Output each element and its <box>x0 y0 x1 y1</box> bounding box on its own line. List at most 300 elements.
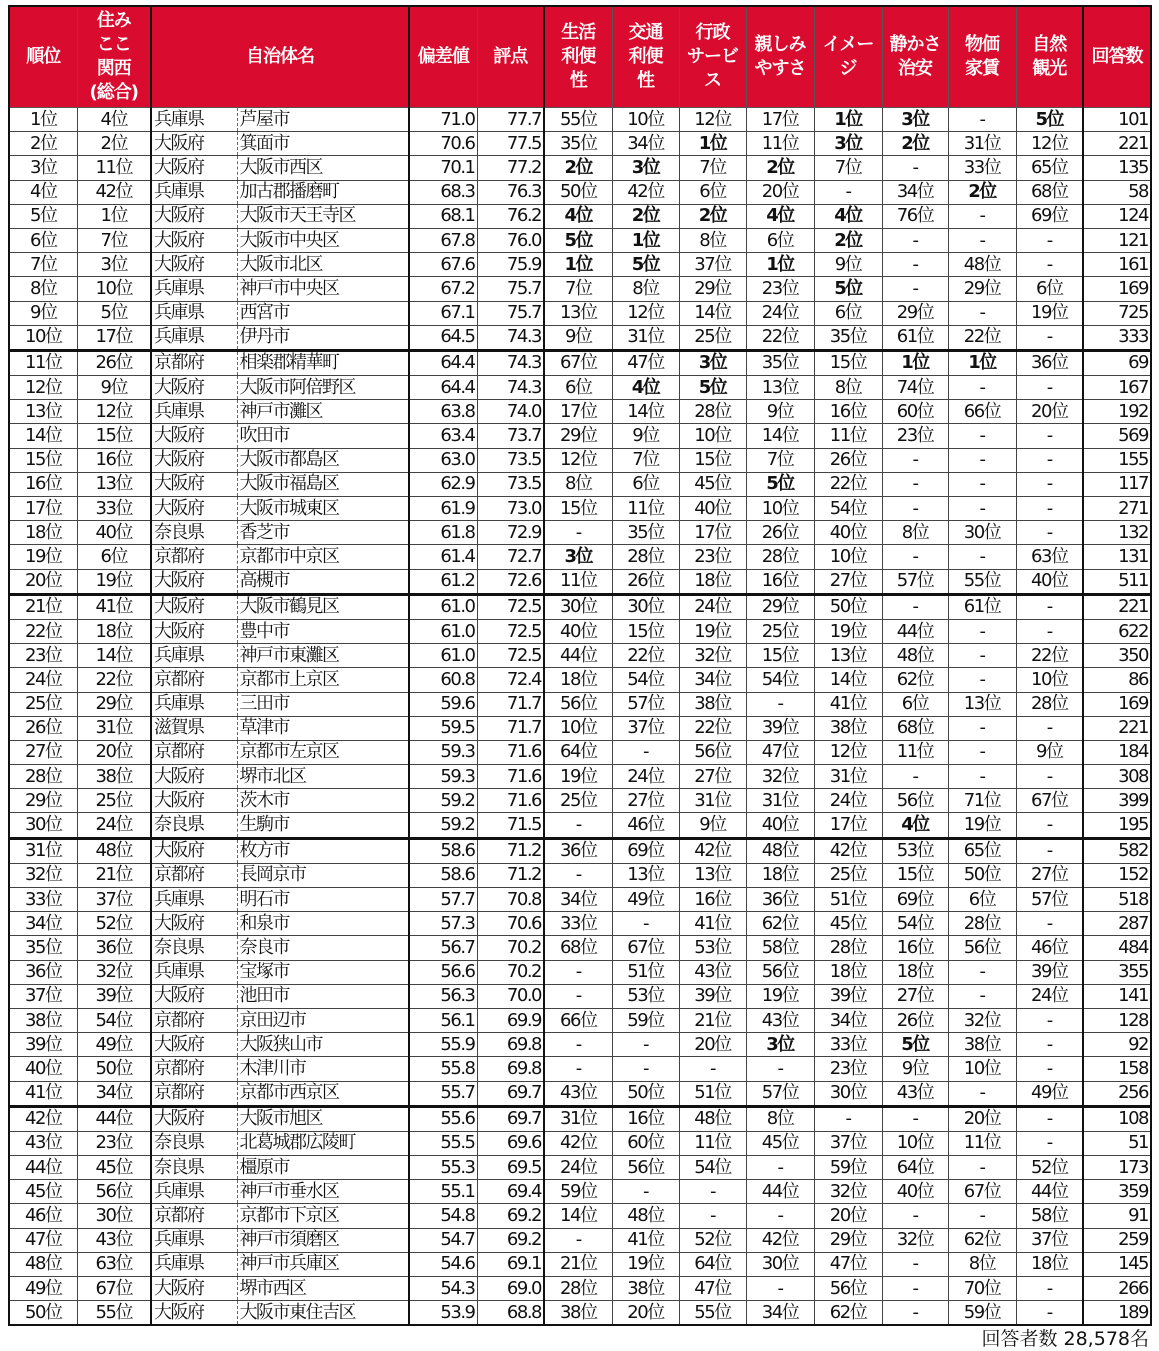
cell-living-convenience: 64位 <box>544 740 612 764</box>
cell-price-rent: - <box>948 228 1016 252</box>
cell-quiet-safety: 44位 <box>882 619 948 643</box>
cell-price-rent: 50位 <box>948 863 1016 887</box>
cell-transport-convenience: 56位 <box>612 1156 679 1180</box>
cell-deviation: 54.8 <box>409 1204 477 1228</box>
cell-price-rent: 6位 <box>948 888 1016 912</box>
cell-quiet-safety: 3位 <box>882 108 948 132</box>
cell-admin-service: 37位 <box>679 253 746 277</box>
cell-rank: 32位 <box>9 863 77 887</box>
cell-transport-convenience: 30位 <box>612 594 679 619</box>
cell-prefecture: 大阪府 <box>151 1033 237 1057</box>
cell-deviation: 61.4 <box>409 545 477 569</box>
cell-transport-convenience: 35位 <box>612 521 679 545</box>
cell-city: 大阪市城東区 <box>237 497 409 521</box>
cell-price-rent: 22位 <box>948 325 1016 350</box>
cell-admin-service: 45位 <box>679 472 746 496</box>
cell-overall-rank: 25位 <box>77 789 151 813</box>
cell-image: 50位 <box>814 594 882 619</box>
table-row <box>9 936 1151 960</box>
cell-price-rent: - <box>948 301 1016 325</box>
table-row <box>9 1033 1151 1057</box>
cell-quiet-safety: 18位 <box>882 960 948 984</box>
cell-image: - <box>814 180 882 204</box>
cell-image: 22位 <box>814 472 882 496</box>
cell-price-rent: - <box>948 740 1016 764</box>
table-row <box>9 521 1151 545</box>
respondent-count: 回答者数 28,578名 <box>981 1328 1149 1350</box>
cell-nature-tourism: 27位 <box>1016 863 1083 887</box>
cell-price-rent: 56位 <box>948 936 1016 960</box>
cell-responses: 259 <box>1083 1228 1151 1252</box>
cell-overall-rank: 4位 <box>77 108 151 132</box>
cell-quiet-safety: 40位 <box>882 1180 948 1204</box>
cell-admin-service: 42位 <box>679 838 746 863</box>
cell-responses: 141 <box>1083 984 1151 1008</box>
cell-price-rent: 8位 <box>948 1252 1016 1276</box>
cell-rank: 22位 <box>9 619 77 643</box>
cell-friendliness: 29位 <box>746 594 814 619</box>
cell-nature-tourism: - <box>1016 228 1083 252</box>
cell-living-convenience: 10位 <box>544 716 612 740</box>
cell-nature-tourism: - <box>1016 1033 1083 1057</box>
cell-transport-convenience: 53位 <box>612 984 679 1008</box>
table-row <box>9 1228 1151 1252</box>
cell-prefecture: 大阪府 <box>151 472 237 496</box>
cell-price-rent: - <box>948 619 1016 643</box>
cell-nature-tourism: - <box>1016 448 1083 472</box>
cell-prefecture: 大阪府 <box>151 1301 237 1326</box>
table-row <box>9 1106 1151 1131</box>
cell-city: 大阪狭山市 <box>237 1033 409 1057</box>
cell-quiet-safety: 62位 <box>882 668 948 692</box>
cell-responses: 221 <box>1083 594 1151 619</box>
cell-deviation: 64.5 <box>409 325 477 350</box>
cell-city: 高槻市 <box>237 569 409 594</box>
cell-score: 70.0 <box>477 984 544 1008</box>
cell-nature-tourism: 36位 <box>1016 350 1083 375</box>
cell-image: 17位 <box>814 813 882 838</box>
cell-deviation: 63.8 <box>409 400 477 424</box>
cell-rank: 11位 <box>9 350 77 375</box>
cell-image: 56位 <box>814 1277 882 1301</box>
cell-city: 香芝市 <box>237 521 409 545</box>
cell-deviation: 70.6 <box>409 132 477 156</box>
cell-score: 69.2 <box>477 1204 544 1228</box>
cell-image: 31位 <box>814 765 882 789</box>
cell-responses: 145 <box>1083 1252 1151 1276</box>
cell-living-convenience: 17位 <box>544 400 612 424</box>
cell-admin-service: 28位 <box>679 400 746 424</box>
table-row <box>9 228 1151 252</box>
cell-score: 70.8 <box>477 888 544 912</box>
cell-responses: 582 <box>1083 838 1151 863</box>
table-row <box>9 888 1151 912</box>
cell-rank: 41位 <box>9 1081 77 1106</box>
cell-city: 神戸市中央区 <box>237 277 409 301</box>
cell-overall-rank: 26位 <box>77 350 151 375</box>
cell-overall-rank: 41位 <box>77 594 151 619</box>
cell-admin-service: - <box>679 1180 746 1204</box>
cell-friendliness: 3位 <box>746 1033 814 1057</box>
cell-friendliness: 32位 <box>746 765 814 789</box>
cell-transport-convenience: 11位 <box>612 497 679 521</box>
cell-quiet-safety: - <box>882 497 948 521</box>
cell-friendliness: 13位 <box>746 376 814 400</box>
cell-city: 神戸市灘区 <box>237 400 409 424</box>
cell-quiet-safety: 76位 <box>882 204 948 228</box>
cell-price-rent: - <box>948 545 1016 569</box>
cell-living-convenience: 19位 <box>544 765 612 789</box>
table-row <box>9 350 1151 375</box>
cell-rank: 28位 <box>9 765 77 789</box>
cell-overall-rank: 10位 <box>77 277 151 301</box>
cell-image: 45位 <box>814 912 882 936</box>
cell-score: 73.7 <box>477 424 544 448</box>
cell-image: 3位 <box>814 132 882 156</box>
cell-prefecture: 京都府 <box>151 740 237 764</box>
cell-nature-tourism: - <box>1016 1131 1083 1155</box>
cell-rank: 4位 <box>9 180 77 204</box>
header-score: 評点 <box>477 6 544 108</box>
table-row <box>9 838 1151 863</box>
cell-prefecture: 滋賀県 <box>151 716 237 740</box>
cell-price-rent: 29位 <box>948 277 1016 301</box>
cell-rank: 27位 <box>9 740 77 764</box>
cell-quiet-safety: - <box>882 594 948 619</box>
cell-prefecture: 大阪府 <box>151 1106 237 1131</box>
cell-city: 京都市西京区 <box>237 1081 409 1106</box>
cell-responses: 92 <box>1083 1033 1151 1057</box>
cell-prefecture: 大阪府 <box>151 424 237 448</box>
cell-transport-convenience: 42位 <box>612 180 679 204</box>
cell-deviation: 62.9 <box>409 472 477 496</box>
cell-score: 72.6 <box>477 569 544 594</box>
cell-price-rent: - <box>948 1204 1016 1228</box>
cell-score: 74.3 <box>477 376 544 400</box>
cell-price-rent: 61位 <box>948 594 1016 619</box>
cell-nature-tourism: 40位 <box>1016 569 1083 594</box>
cell-city: 神戸市兵庫区 <box>237 1252 409 1276</box>
cell-overall-rank: 18位 <box>77 619 151 643</box>
cell-deviation: 53.9 <box>409 1301 477 1326</box>
cell-score: 71.5 <box>477 813 544 838</box>
cell-prefecture: 大阪府 <box>151 204 237 228</box>
cell-overall-rank: 11位 <box>77 156 151 180</box>
cell-quiet-safety: - <box>882 1252 948 1276</box>
cell-quiet-safety: 26位 <box>882 1008 948 1032</box>
cell-image: 28位 <box>814 936 882 960</box>
cell-image: 5位 <box>814 277 882 301</box>
cell-prefecture: 兵庫県 <box>151 1252 237 1276</box>
cell-rank: 2位 <box>9 132 77 156</box>
cell-prefecture: 京都府 <box>151 1008 237 1032</box>
cell-rank: 30位 <box>9 813 77 838</box>
cell-deviation: 55.3 <box>409 1156 477 1180</box>
table-row <box>9 545 1151 569</box>
cell-price-rent: - <box>948 765 1016 789</box>
cell-living-convenience: - <box>544 984 612 1008</box>
cell-city: 豊中市 <box>237 619 409 643</box>
cell-friendliness: 1位 <box>746 253 814 277</box>
cell-price-rent: - <box>948 497 1016 521</box>
cell-score: 71.6 <box>477 789 544 813</box>
cell-prefecture: 兵庫県 <box>151 1228 237 1252</box>
cell-score: 69.7 <box>477 1081 544 1106</box>
cell-score: 69.4 <box>477 1180 544 1204</box>
cell-transport-convenience: 22位 <box>612 644 679 668</box>
cell-admin-service: 23位 <box>679 545 746 569</box>
cell-rank: 43位 <box>9 1131 77 1155</box>
cell-transport-convenience: 51位 <box>612 960 679 984</box>
cell-deviation: 59.2 <box>409 789 477 813</box>
table-row <box>9 789 1151 813</box>
cell-living-convenience: 28位 <box>544 1277 612 1301</box>
cell-admin-service: 3位 <box>679 350 746 375</box>
cell-overall-rank: 56位 <box>77 1180 151 1204</box>
cell-friendliness: 19位 <box>746 984 814 1008</box>
cell-transport-convenience: - <box>612 1033 679 1057</box>
cell-responses: 128 <box>1083 1008 1151 1032</box>
cell-deviation: 61.0 <box>409 619 477 643</box>
cell-transport-convenience: 38位 <box>612 1277 679 1301</box>
cell-quiet-safety: 11位 <box>882 740 948 764</box>
cell-deviation: 54.7 <box>409 1228 477 1252</box>
cell-friendliness: 47位 <box>746 740 814 764</box>
cell-transport-convenience: 10位 <box>612 108 679 132</box>
cell-price-rent: - <box>948 424 1016 448</box>
cell-nature-tourism: - <box>1016 424 1083 448</box>
cell-city: 西宮市 <box>237 301 409 325</box>
cell-transport-convenience: 28位 <box>612 545 679 569</box>
cell-overall-rank: 9位 <box>77 376 151 400</box>
cell-transport-convenience: 8位 <box>612 277 679 301</box>
cell-responses: 131 <box>1083 545 1151 569</box>
cell-nature-tourism: 9位 <box>1016 740 1083 764</box>
cell-friendliness: 10位 <box>746 497 814 521</box>
cell-responses: 333 <box>1083 325 1151 350</box>
cell-admin-service: 27位 <box>679 765 746 789</box>
cell-responses: 359 <box>1083 1180 1151 1204</box>
cell-friendliness: - <box>746 1204 814 1228</box>
cell-image: 2位 <box>814 228 882 252</box>
cell-city: 神戸市須磨区 <box>237 1228 409 1252</box>
cell-score: 69.7 <box>477 1106 544 1131</box>
cell-quiet-safety: 27位 <box>882 984 948 1008</box>
cell-price-rent: 11位 <box>948 1131 1016 1155</box>
cell-living-convenience: 8位 <box>544 472 612 496</box>
table-row <box>9 1057 1151 1081</box>
cell-prefecture: 大阪府 <box>151 1277 237 1301</box>
cell-image: 30位 <box>814 1081 882 1106</box>
cell-transport-convenience: 34位 <box>612 132 679 156</box>
cell-nature-tourism: - <box>1016 521 1083 545</box>
cell-prefecture: 大阪府 <box>151 448 237 472</box>
cell-image: 26位 <box>814 448 882 472</box>
cell-city: 堺市西区 <box>237 1277 409 1301</box>
cell-image: 8位 <box>814 376 882 400</box>
cell-prefecture: 兵庫県 <box>151 180 237 204</box>
table-row <box>9 400 1151 424</box>
cell-friendliness: - <box>746 692 814 716</box>
cell-overall-rank: 54位 <box>77 1008 151 1032</box>
cell-overall-rank: 67位 <box>77 1277 151 1301</box>
table-row <box>9 448 1151 472</box>
cell-rank: 19位 <box>9 545 77 569</box>
cell-city: 枚方市 <box>237 838 409 863</box>
cell-living-convenience: 42位 <box>544 1131 612 1155</box>
cell-quiet-safety: - <box>882 472 948 496</box>
cell-nature-tourism: 39位 <box>1016 960 1083 984</box>
cell-city: 木津川市 <box>237 1057 409 1081</box>
cell-nature-tourism: - <box>1016 1106 1083 1131</box>
cell-deviation: 61.8 <box>409 521 477 545</box>
cell-overall-rank: 1位 <box>77 204 151 228</box>
cell-nature-tourism: 68位 <box>1016 180 1083 204</box>
cell-quiet-safety: 2位 <box>882 132 948 156</box>
cell-prefecture: 奈良県 <box>151 1131 237 1155</box>
cell-image: 37位 <box>814 1131 882 1155</box>
cell-price-rent: 59位 <box>948 1301 1016 1326</box>
cell-prefecture: 京都府 <box>151 350 237 375</box>
cell-rank: 34位 <box>9 912 77 936</box>
cell-responses: 399 <box>1083 789 1151 813</box>
cell-rank: 12位 <box>9 376 77 400</box>
cell-deviation: 56.7 <box>409 936 477 960</box>
cell-living-convenience: 33位 <box>544 912 612 936</box>
cell-living-convenience: 59位 <box>544 1180 612 1204</box>
cell-deviation: 55.8 <box>409 1057 477 1081</box>
cell-city: 加古郡播磨町 <box>237 180 409 204</box>
cell-admin-service: 21位 <box>679 1008 746 1032</box>
cell-deviation: 55.6 <box>409 1106 477 1131</box>
cell-responses: 622 <box>1083 619 1151 643</box>
cell-city: 三田市 <box>237 692 409 716</box>
cell-image: 16位 <box>814 400 882 424</box>
cell-prefecture: 大阪府 <box>151 594 237 619</box>
cell-rank: 5位 <box>9 204 77 228</box>
cell-price-rent: 2位 <box>948 180 1016 204</box>
cell-prefecture: 京都府 <box>151 1057 237 1081</box>
cell-responses: 69 <box>1083 350 1151 375</box>
cell-image: 40位 <box>814 521 882 545</box>
cell-friendliness: 35位 <box>746 350 814 375</box>
cell-image: 62位 <box>814 1301 882 1326</box>
cell-city: 明石市 <box>237 888 409 912</box>
cell-overall-rank: 16位 <box>77 448 151 472</box>
cell-score: 72.5 <box>477 594 544 619</box>
cell-living-convenience: 30位 <box>544 594 612 619</box>
cell-quiet-safety: - <box>882 277 948 301</box>
cell-nature-tourism: 46位 <box>1016 936 1083 960</box>
cell-responses: 189 <box>1083 1301 1151 1326</box>
cell-admin-service: 34位 <box>679 668 746 692</box>
cell-transport-convenience: 50位 <box>612 1081 679 1106</box>
cell-admin-service: 1位 <box>679 132 746 156</box>
cell-prefecture: 兵庫県 <box>151 888 237 912</box>
cell-friendliness: 42位 <box>746 1228 814 1252</box>
cell-overall-rank: 20位 <box>77 740 151 764</box>
cell-transport-convenience: 1位 <box>612 228 679 252</box>
cell-image: - <box>814 1106 882 1131</box>
cell-image: 10位 <box>814 545 882 569</box>
cell-rank: 45位 <box>9 1180 77 1204</box>
cell-nature-tourism: - <box>1016 497 1083 521</box>
cell-overall-rank: 33位 <box>77 497 151 521</box>
cell-score: 77.5 <box>477 132 544 156</box>
cell-image: 13位 <box>814 644 882 668</box>
cell-admin-service: 18位 <box>679 569 746 594</box>
cell-living-convenience: 44位 <box>544 644 612 668</box>
table-row <box>9 253 1151 277</box>
cell-admin-service: 17位 <box>679 521 746 545</box>
cell-transport-convenience: 6位 <box>612 472 679 496</box>
ranking-table <box>8 5 1152 1326</box>
cell-score: 69.8 <box>477 1033 544 1057</box>
cell-price-rent: - <box>948 984 1016 1008</box>
cell-score: 69.1 <box>477 1252 544 1276</box>
cell-score: 72.5 <box>477 644 544 668</box>
cell-living-convenience: 18位 <box>544 668 612 692</box>
cell-friendliness: 15位 <box>746 644 814 668</box>
cell-city: 大阪市北区 <box>237 253 409 277</box>
cell-overall-rank: 43位 <box>77 1228 151 1252</box>
table-row <box>9 569 1151 594</box>
cell-admin-service: 9位 <box>679 813 746 838</box>
cell-quiet-safety: 68位 <box>882 716 948 740</box>
cell-deviation: 56.1 <box>409 1008 477 1032</box>
cell-score: 72.4 <box>477 668 544 692</box>
cell-admin-service: 41位 <box>679 912 746 936</box>
cell-admin-service: 64位 <box>679 1252 746 1276</box>
cell-image: 34位 <box>814 1008 882 1032</box>
cell-image: 41位 <box>814 692 882 716</box>
cell-rank: 17位 <box>9 497 77 521</box>
cell-rank: 36位 <box>9 960 77 984</box>
cell-transport-convenience: 2位 <box>612 204 679 228</box>
cell-nature-tourism: - <box>1016 838 1083 863</box>
cell-friendliness: 43位 <box>746 1008 814 1032</box>
header-admin-service: 行政 サービ ス <box>679 6 746 108</box>
cell-rank: 14位 <box>9 424 77 448</box>
cell-image: 11位 <box>814 424 882 448</box>
table-row <box>9 863 1151 887</box>
cell-city: 大阪市中央区 <box>237 228 409 252</box>
cell-prefecture: 大阪府 <box>151 253 237 277</box>
cell-admin-service: 43位 <box>679 960 746 984</box>
cell-friendliness: - <box>746 1277 814 1301</box>
cell-score: 69.2 <box>477 1228 544 1252</box>
header-quiet-safety: 静かさ 治安 <box>882 6 948 108</box>
cell-image: 20位 <box>814 1204 882 1228</box>
cell-responses: 152 <box>1083 863 1151 887</box>
cell-price-rent: 71位 <box>948 789 1016 813</box>
cell-city: 大阪市阿倍野区 <box>237 376 409 400</box>
cell-living-convenience: - <box>544 863 612 887</box>
cell-overall-rank: 31位 <box>77 716 151 740</box>
cell-transport-convenience: 37位 <box>612 716 679 740</box>
cell-deviation: 57.3 <box>409 912 477 936</box>
cell-responses: 51 <box>1083 1131 1151 1155</box>
cell-rank: 50位 <box>9 1301 77 1326</box>
cell-score: 69.8 <box>477 1057 544 1081</box>
cell-price-rent: 20位 <box>948 1106 1016 1131</box>
cell-deviation: 63.4 <box>409 424 477 448</box>
cell-living-convenience: - <box>544 521 612 545</box>
cell-deviation: 55.5 <box>409 1131 477 1155</box>
cell-quiet-safety: 69位 <box>882 888 948 912</box>
cell-responses: 169 <box>1083 277 1151 301</box>
cell-nature-tourism: - <box>1016 472 1083 496</box>
